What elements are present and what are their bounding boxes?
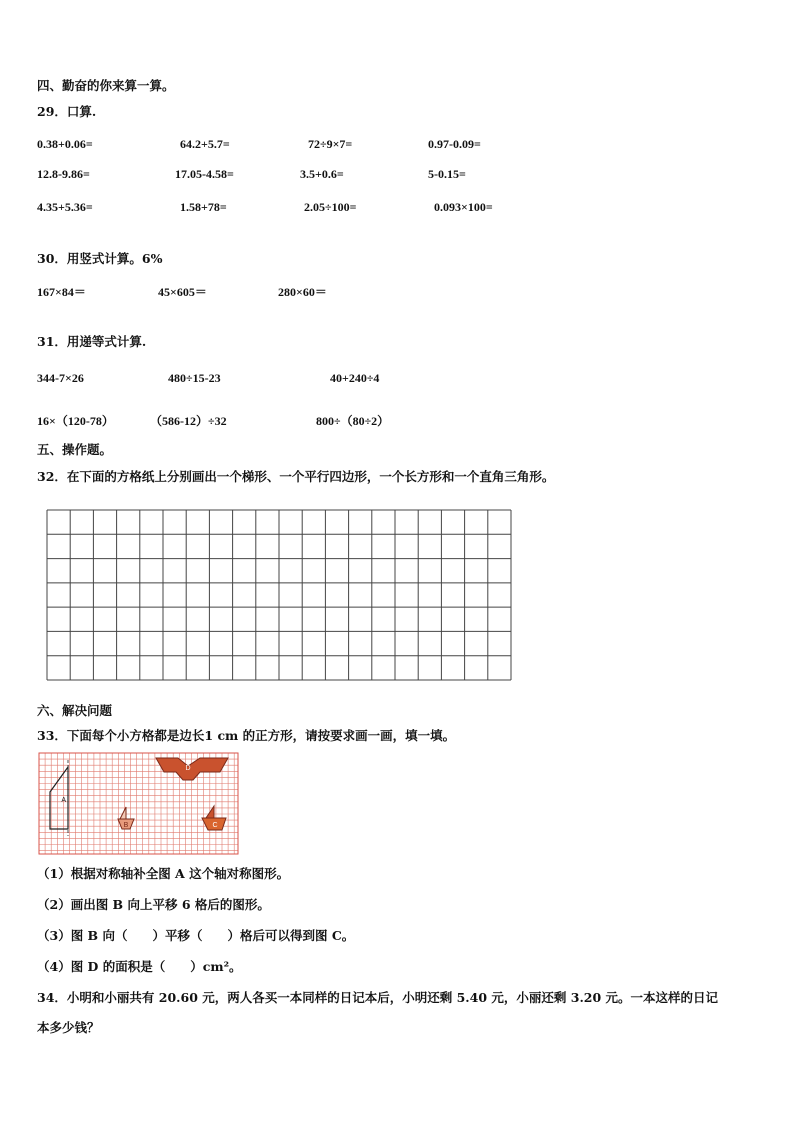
q29-expr: 12.8-9.86=: [37, 167, 90, 181]
q31-expr: 40+240÷4: [330, 371, 380, 385]
section-5-title: 五、操作题。: [37, 442, 113, 457]
q29-expr: 0.97-0.09=: [428, 137, 481, 151]
q29-expr: 2.05÷100=: [304, 200, 357, 214]
q32-title: 32．在下面的方格纸上分别画出一个梯形、一个平行四边形，一个长方形和一个直角三角形。: [37, 469, 555, 484]
figure-d-label: D: [185, 765, 191, 772]
q34-line-2: 本多少钱？: [37, 1020, 100, 1035]
q33-title: 33．下面每个小方格都是边长1 cm 的正方形，请按要求画一画，填一填。: [37, 728, 456, 743]
q30-expr: 280×60＝: [278, 285, 327, 299]
q31-expr: 16×（120-78）: [37, 414, 114, 428]
q31-expr: （586-12）÷32: [150, 414, 227, 428]
section-6-title: 六、解决问题: [37, 703, 113, 718]
q29-expr: 4.35+5.36=: [37, 200, 93, 214]
q29-expr: 5-0.15=: [428, 167, 466, 181]
figure-b-label: B: [123, 822, 129, 829]
q29-expr: 0.38+0.06=: [37, 137, 93, 151]
q31-expr: 800÷（80÷2）: [316, 414, 390, 428]
q33-sub-1: （1）根据对称轴补全图 A 这个轴对称图形。: [37, 866, 290, 881]
q29-expr: 0.093×100=: [434, 200, 493, 214]
figure-c-label: C: [212, 822, 218, 829]
q29-expr: 17.05-4.58=: [175, 167, 234, 181]
q33-sub-4: （4）图 D 的面积是（ ）cm²。: [37, 959, 242, 974]
q32-grid-paper[interactable]: [45, 508, 513, 682]
q30-expr: 167×84＝: [37, 285, 86, 299]
q31-expr: 480÷15-23: [168, 371, 221, 385]
q29-expr: 64.2+5.7=: [180, 137, 230, 151]
q33-sub-3: （3）图 B 向（ ）平移（ ）格后可以得到图 C。: [37, 928, 355, 943]
figure-b: [118, 807, 134, 829]
figure-a-label: A: [61, 797, 66, 804]
q30-expr: 45×605＝: [158, 285, 207, 299]
q34-line-1: 34．小明和小丽共有 20.60 元，两人各买一本同样的日记本后，小明还剩 5.40 元，小丽还剩 3.20 元。一本这样的日记: [37, 990, 719, 1005]
q29-expr: 1.58+78=: [180, 200, 227, 214]
q29-expr: 3.5+0.6=: [300, 167, 344, 181]
q31-title: 31．用递等式计算.: [37, 334, 147, 349]
q30-title: 30．用竖式计算。6%: [37, 251, 163, 266]
q33-figure[interactable]: [38, 752, 240, 856]
q29-expr: 72÷9×7=: [308, 137, 353, 151]
section-4-title: 四、勤奋的你来算一算。: [37, 78, 175, 93]
q29-title: 29．口算.: [37, 104, 97, 119]
q33-sub-2: （2）画出图 B 向上平移 6 格后的图形。: [37, 897, 270, 912]
q31-expr: 344-7×26: [37, 371, 84, 385]
